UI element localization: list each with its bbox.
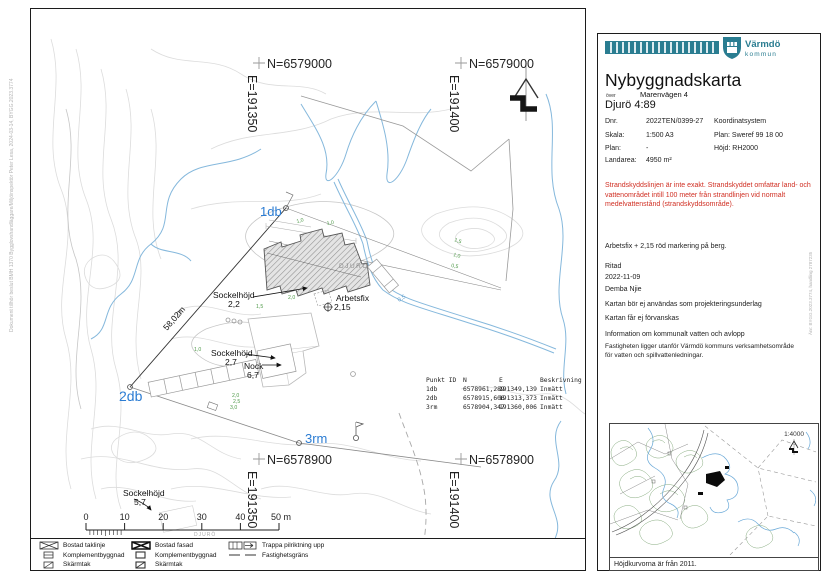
overview-map-box bbox=[609, 423, 819, 571]
value-sockelhojd-2: 2,7 bbox=[225, 357, 237, 367]
label-sockelhojd-1: Sockelhöjd bbox=[213, 290, 255, 300]
table-row: 2db 6578915,606 191313,373 Inmätt bbox=[426, 395, 563, 402]
bostad-fasad-icon bbox=[131, 541, 151, 550]
arbetsfix-marker bbox=[323, 302, 333, 312]
table-row: 3rm 6578904,347 191360,006 Inmätt bbox=[426, 404, 563, 411]
label-sockelhojd-2: Sockelhöjd bbox=[211, 348, 253, 358]
svg-text:40: 40 bbox=[235, 512, 246, 522]
grid-label-n-sw: N=6578900 bbox=[267, 453, 332, 467]
koordinat-plan: Plan: Sweref 99 18 00 bbox=[714, 132, 783, 139]
footbridge bbox=[367, 259, 398, 293]
svg-text:1,5: 1,5 bbox=[453, 237, 463, 246]
svg-text:1,5: 1,5 bbox=[256, 304, 264, 310]
survey-point-table bbox=[426, 376, 586, 412]
overview-road bbox=[612, 430, 708, 535]
overview-property-marker bbox=[652, 452, 729, 509]
note-forvanskas: Kartan får ej förvanskas bbox=[605, 315, 679, 322]
landarea-label: Landarea: bbox=[605, 157, 637, 164]
legend-item: Skärmtak bbox=[39, 560, 124, 570]
scale-bar-end-label: 50 m bbox=[270, 512, 292, 522]
svg-text:0: 0 bbox=[83, 512, 89, 522]
plan-value: - bbox=[646, 145, 649, 152]
over-label: över bbox=[606, 93, 616, 99]
komplementbyggnad-icon bbox=[39, 551, 59, 559]
legend-column-2 bbox=[131, 541, 216, 570]
skarmtak-icon bbox=[131, 561, 151, 569]
skala-label: Skala: bbox=[605, 132, 625, 139]
shed-outline bbox=[207, 402, 218, 411]
fastighetsgrans-icon bbox=[228, 552, 258, 558]
value-sockelhojd-3: 5,7 bbox=[134, 497, 146, 507]
value-nock: 6,7 bbox=[247, 370, 259, 380]
point-label-3rm: 3rm bbox=[305, 431, 328, 446]
label-stream-depth: 0,5 bbox=[396, 294, 408, 304]
right-margin-note: Änr: BYGG.2023.3774, handling 2787235 bbox=[808, 251, 813, 335]
grid-label-n-nw: N=6579000 bbox=[267, 57, 332, 71]
svg-text:3,0: 3,0 bbox=[230, 405, 238, 411]
point-label-1db: 1db bbox=[260, 204, 282, 219]
legend-item: Bostad taklinje bbox=[39, 541, 124, 551]
svg-text:20: 20 bbox=[158, 512, 169, 522]
legend-column-1 bbox=[39, 541, 124, 570]
address: Marenvägen 4 bbox=[640, 90, 688, 99]
overview-caption: Höjdkurvorna är från 2011. bbox=[610, 557, 818, 570]
arbetsfix-note: Arbetsfix + 2,15 röd markering på berg. bbox=[605, 243, 727, 250]
svg-text:1,0: 1,0 bbox=[452, 252, 462, 260]
legend-item: Bostad fasad bbox=[131, 541, 216, 551]
label-djuro-2: DJURÖ bbox=[194, 532, 217, 538]
strandskydd-warning: Strandskyddslinjen är inte exakt. Strandskyddet omfattar land- och vattenområdet intill 100 meter från strandlinjen vid normalt medelvattenstånd (strandskyddsområde). bbox=[605, 182, 811, 209]
note-verksamhetsomrade: Fastigheten ligger utanför Värmdö kommuns verksamhetsområde för vatten och spillvattenledningar. bbox=[605, 343, 794, 359]
grid-label-n-ne: N=6579000 bbox=[469, 57, 534, 71]
value-arbetsfix: 2,15 bbox=[334, 302, 351, 312]
point-label-2db: 2db bbox=[119, 388, 143, 404]
komplementbyggnad-icon bbox=[131, 551, 151, 559]
ritad-date: 2022-11-09 bbox=[605, 274, 641, 281]
varmdo-kommun-logo bbox=[721, 34, 816, 64]
koordinat-hojd: Höjd: RH2000 bbox=[714, 145, 758, 152]
svg-text:1,0: 1,0 bbox=[295, 217, 305, 225]
logo-name: Värmdö bbox=[745, 39, 781, 50]
label-djuro: DJURÖ bbox=[339, 263, 369, 270]
plan-label: Plan: bbox=[605, 145, 621, 152]
overview-dashed-boundaries bbox=[705, 426, 816, 555]
overview-scale-label: 1:4000 bbox=[784, 431, 804, 438]
svg-text:30: 30 bbox=[196, 512, 207, 522]
svg-text:10: 10 bbox=[119, 512, 130, 522]
svg-text:2,5: 2,5 bbox=[233, 399, 241, 405]
svg-text:1,0: 1,0 bbox=[326, 219, 335, 227]
overview-map bbox=[610, 424, 816, 555]
svg-text:1,0: 1,0 bbox=[194, 347, 202, 353]
skarmtak-icon bbox=[39, 561, 59, 569]
site-plan-map bbox=[31, 9, 585, 570]
ritad-by: Demba Njie bbox=[605, 286, 642, 293]
title-block-panel bbox=[597, 33, 821, 571]
label-sockelhojd-3: Sockelhöjd bbox=[123, 488, 165, 498]
svg-text:2,0: 2,0 bbox=[288, 295, 296, 301]
grid-label-e-sw: E=191350 bbox=[245, 471, 259, 529]
left-margin-note: Dokument tillhör beslut BMH 1370 Bygglovshandläggare/Miljöinspektör Peter Lesa, 2024-03-14, BYGG.2023.3774 bbox=[9, 78, 15, 332]
grid-label-e-ne: E=191400 bbox=[447, 75, 461, 133]
legend-item: Fastighetsgräns bbox=[228, 551, 324, 561]
table-row: 1db 6578961,289 191349,139 Inmätt bbox=[426, 386, 563, 393]
legend-item: Komplementbyggnad bbox=[131, 551, 216, 561]
legend-item: Komplementbyggnad bbox=[39, 551, 124, 561]
logo-sub: kommun bbox=[745, 51, 778, 58]
overview-north-arrow bbox=[789, 439, 798, 455]
svg-text:0,5: 0,5 bbox=[450, 263, 459, 271]
shield-icon bbox=[723, 37, 741, 59]
grid-label-e-nw: E=191350 bbox=[245, 75, 259, 133]
note-vatten-avlopp: Information om kommunalt vatten och avlopp bbox=[605, 331, 745, 338]
koordinatsystem-header: Koordinatsystem bbox=[714, 118, 767, 125]
document-title: Nybyggnadskarta bbox=[605, 70, 742, 90]
flag-symbol bbox=[353, 422, 363, 441]
decorative-band bbox=[605, 41, 719, 54]
bostad-taklinje-icon bbox=[39, 541, 59, 550]
dnr-value: 2022TEN/0399-27 bbox=[646, 118, 704, 125]
property-designation: Djurö 4:89 bbox=[605, 99, 656, 111]
note-projekteringsunderlag: Kartan bör ej användas som projekteringsunderlag bbox=[605, 301, 762, 308]
label-nock: Nock bbox=[244, 361, 264, 371]
map-legend bbox=[30, 538, 586, 571]
dnr-label: Dnr. bbox=[605, 118, 618, 125]
skala-value: 1:500 A3 bbox=[646, 132, 674, 139]
point-table-header: Punkt ID N E Beskrivning bbox=[426, 377, 582, 384]
label-boundary-length: 58,02m bbox=[160, 304, 188, 333]
legend-item: Trappa pilriktning upp bbox=[228, 541, 324, 551]
map-frame bbox=[30, 8, 586, 571]
landarea-value: 4950 m² bbox=[646, 157, 672, 164]
grid-label-n-se: N=6578900 bbox=[469, 453, 534, 467]
overview-green-contours bbox=[611, 435, 773, 548]
ritad-label: Ritad bbox=[605, 263, 622, 270]
label-arbetsfix: Arbetsfix bbox=[336, 293, 370, 303]
trappa-icon bbox=[228, 541, 258, 550]
legend-column-3 bbox=[228, 541, 324, 560]
grid-label-e-se: E=191400 bbox=[447, 471, 461, 529]
svg-text:2,0: 2,0 bbox=[232, 393, 240, 399]
legend-item: Skärmtak bbox=[131, 560, 216, 570]
value-sockelhojd-1: 2,2 bbox=[228, 299, 240, 309]
